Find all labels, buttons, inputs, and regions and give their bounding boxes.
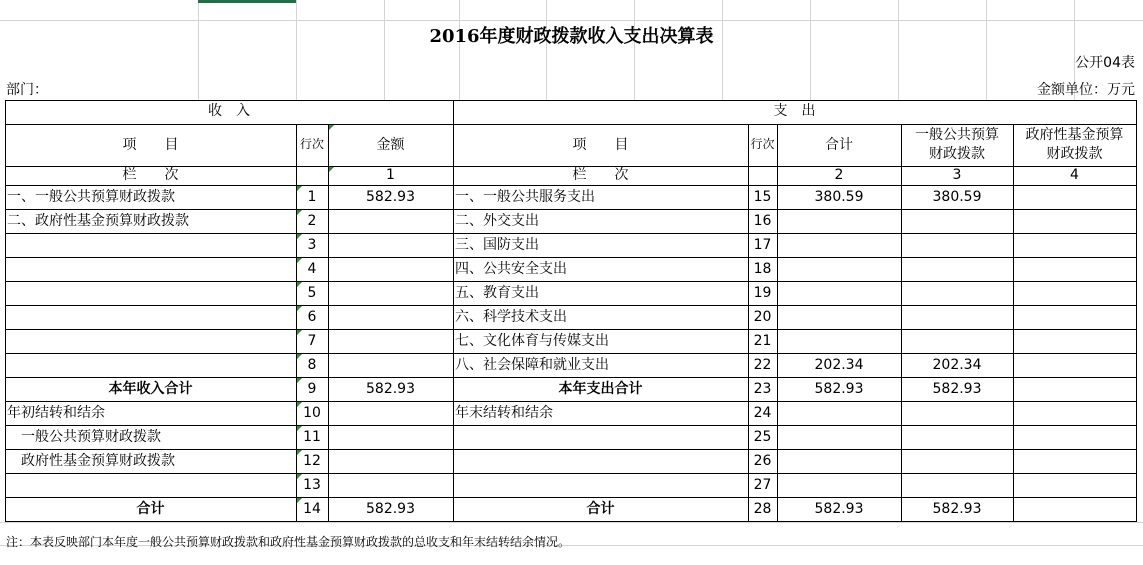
gridline: [296, 0, 297, 100]
table-border: [5, 100, 1136, 101]
income-row-no[interactable]: 3: [307, 237, 317, 253]
table-note: 注：本表反映部门本年度一般公共预算财政拨款和政府性基金预算财政拨款的总收支和年末结转结余情况。: [6, 535, 571, 549]
income-row-no[interactable]: 9: [307, 381, 317, 397]
expense-row-no-header[interactable]: 行次: [750, 137, 775, 151]
income-amount[interactable]: 582.93: [366, 381, 415, 397]
cell-error-indicator: [297, 258, 302, 263]
expense-row-no[interactable]: 20: [753, 309, 772, 325]
income-row-no[interactable]: 14: [303, 501, 321, 517]
income-item[interactable]: 政府性基金预算财政拨款: [7, 453, 175, 469]
income-item[interactable]: 年初结转和结余: [7, 405, 105, 421]
table-border: [5, 209, 1136, 210]
expense-row-no[interactable]: 28: [753, 501, 772, 517]
income-row-no[interactable]: 10: [303, 405, 321, 421]
expense-row-no[interactable]: 25: [753, 429, 772, 445]
cell-error-indicator: [297, 210, 302, 215]
income-row-no[interactable]: 5: [307, 285, 317, 301]
income-item[interactable]: 二、政府性基金预算财政拨款: [7, 213, 189, 229]
gridline: [546, 0, 547, 100]
expense-item[interactable]: 本年支出合计: [558, 381, 643, 397]
table-border: [1013, 124, 1014, 522]
cell-error-indicator: [297, 354, 302, 359]
cell-error-indicator: [297, 234, 302, 239]
expense-item-header[interactable]: 项 目: [572, 137, 629, 153]
column-number-3[interactable]: 3: [952, 167, 962, 183]
table-border: [5, 257, 1136, 258]
cell-error-indicator: [297, 378, 302, 383]
cell-error-indicator: [297, 450, 302, 455]
income-item-header[interactable]: 项 目: [122, 137, 179, 153]
table-border: [5, 377, 1136, 378]
income-item[interactable]: 一、一般公共预算财政拨款: [7, 189, 175, 205]
table-border: [901, 124, 902, 522]
expense-item[interactable]: 二、外交支出: [455, 213, 539, 229]
expense-item[interactable]: 年末结转和结余: [455, 405, 553, 421]
table-border: [5, 185, 1136, 186]
table-border: [5, 353, 1136, 354]
income-item[interactable]: 一般公共预算财政拨款: [7, 429, 161, 445]
table-border: [5, 473, 1136, 474]
cell-error-indicator: [297, 474, 302, 479]
expense-total[interactable]: 582.93: [814, 381, 864, 397]
gridline: [0, 20, 1143, 21]
expense-total-header[interactable]: 合计: [825, 137, 853, 153]
expense-general-budget[interactable]: 582.93: [932, 381, 982, 397]
expense-total[interactable]: 380.59: [814, 189, 864, 205]
cell-error-indicator: [329, 125, 334, 130]
expense-item[interactable]: 八、社会保障和就业支出: [455, 357, 609, 373]
expense-total[interactable]: 202.34: [814, 357, 864, 373]
expense-total[interactable]: 582.93: [814, 501, 864, 517]
income-row-no[interactable]: 2: [307, 213, 317, 229]
income-item[interactable]: 本年收入合计: [108, 381, 193, 397]
gov-fund-header-2[interactable]: 财政拨款: [1046, 146, 1103, 162]
expense-row-no[interactable]: 22: [753, 357, 772, 373]
table-border: [328, 124, 329, 522]
income-row-no[interactable]: 8: [307, 357, 317, 373]
income-lanci-label[interactable]: 栏 次: [122, 167, 179, 183]
table-border: [5, 449, 1136, 450]
income-row-no[interactable]: 7: [307, 333, 317, 349]
expense-general-budget[interactable]: 202.34: [932, 357, 982, 373]
table-border: [5, 497, 1136, 498]
expense-item[interactable]: 合计: [586, 501, 615, 517]
expense-row-no[interactable]: 26: [753, 453, 772, 469]
expense-row-no[interactable]: 16: [753, 213, 772, 229]
cell-error-indicator: [297, 186, 302, 191]
cell-error-indicator: [297, 402, 302, 407]
expense-item[interactable]: 一、一般公共服务支出: [455, 189, 595, 205]
expense-item[interactable]: 六、科学技术支出: [455, 309, 567, 325]
gridline: [722, 0, 723, 100]
table-border: [777, 124, 778, 522]
table-border: [1136, 100, 1137, 522]
gridline: [986, 0, 987, 100]
amount-unit-label: 金额单位：万元: [1037, 82, 1135, 98]
report-title: 2016年度财政拨款收入支出决算表: [429, 26, 714, 47]
table-border: [5, 100, 6, 522]
expense-row-no[interactable]: 18: [753, 261, 772, 277]
general-budget-header[interactable]: 一般公共预算: [915, 127, 999, 143]
cell-error-indicator: [329, 167, 334, 172]
gridline: [198, 0, 199, 100]
expense-lanci-label[interactable]: 栏 次: [572, 167, 629, 183]
table-border: [5, 124, 1136, 125]
expense-general-budget[interactable]: 380.59: [932, 189, 982, 205]
expense-row-no[interactable]: 23: [753, 381, 772, 397]
cell-error-indicator: [297, 426, 302, 431]
cell-error-indicator: [297, 282, 302, 287]
table-border: [453, 100, 454, 522]
expense-item[interactable]: 七、文化体育与传媒支出: [455, 333, 609, 349]
income-amount[interactable]: 582.93: [366, 501, 415, 517]
form-number: 公开04表: [1075, 55, 1135, 71]
table-border: [5, 305, 1136, 306]
gridline: [384, 0, 385, 100]
income-row-no[interactable]: 11: [303, 429, 321, 445]
income-row-no[interactable]: 13: [303, 477, 321, 493]
expense-row-no[interactable]: 19: [753, 285, 772, 301]
gov-fund-header[interactable]: 政府性基金预算: [1025, 127, 1124, 143]
cell-selection-indicator: [198, 0, 296, 3]
expense-row-no[interactable]: 15: [753, 189, 772, 205]
table-border: [5, 233, 1136, 234]
cell-error-indicator: [297, 330, 302, 335]
expense-row-no[interactable]: 17: [753, 237, 772, 253]
income-row-no[interactable]: 6: [307, 309, 317, 325]
income-row-no[interactable]: 1: [307, 189, 317, 205]
table-border: [5, 329, 1136, 330]
expense-general-budget[interactable]: 582.93: [932, 501, 982, 517]
expense-row-no[interactable]: 27: [753, 477, 772, 493]
column-number-2[interactable]: 2: [834, 167, 844, 183]
expense-item[interactable]: 四、公共安全支出: [455, 261, 567, 277]
gridline: [810, 0, 811, 100]
expense-row-no[interactable]: 24: [753, 405, 772, 421]
income-amount[interactable]: 582.93: [366, 189, 415, 205]
income-row-no-header[interactable]: 行次: [299, 137, 324, 151]
income-item[interactable]: 合计: [136, 501, 165, 517]
expense-item[interactable]: 五、教育支出: [455, 285, 539, 301]
cell-error-indicator: [297, 498, 302, 503]
gridline: [459, 0, 460, 100]
gridline: [634, 0, 635, 100]
table-border: [5, 425, 1136, 426]
general-budget-header-2[interactable]: 财政拨款: [929, 146, 985, 162]
column-number-1[interactable]: 1: [386, 167, 395, 183]
gridline: [898, 0, 899, 100]
income-section-header[interactable]: 收 入: [208, 103, 250, 119]
table-border: [5, 401, 1136, 402]
gridline: [0, 522, 1143, 523]
expense-section-header[interactable]: 支 出: [773, 103, 816, 119]
expense-row-no[interactable]: 21: [753, 333, 772, 349]
column-number-4[interactable]: 4: [1070, 167, 1079, 183]
cell-error-indicator: [297, 306, 302, 311]
income-row-no[interactable]: 12: [303, 453, 321, 469]
department-label: 部门：: [6, 82, 48, 98]
income-row-no[interactable]: 4: [307, 261, 317, 277]
table-border: [5, 281, 1136, 282]
table-border: [5, 521, 1136, 522]
income-amount-header[interactable]: 金额: [376, 137, 405, 153]
expense-item[interactable]: 三、国防支出: [455, 237, 539, 253]
